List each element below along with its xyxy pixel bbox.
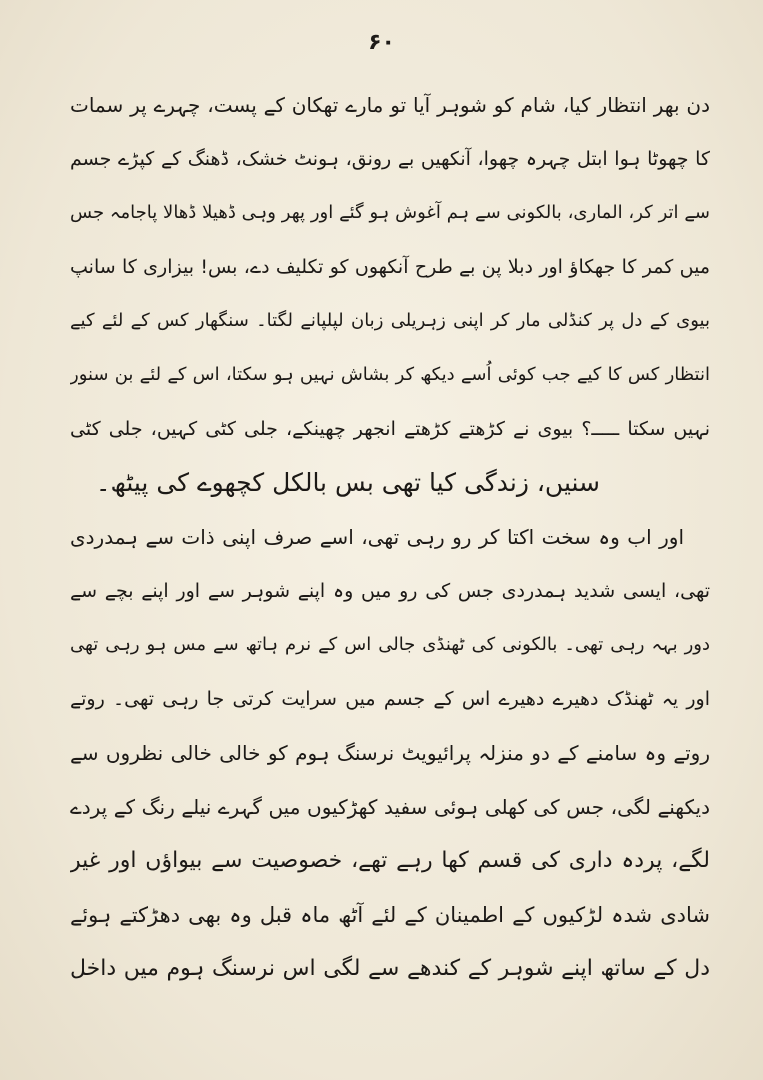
text-line: اور اب وہ سخت اکتا کر رو رہی تھی، اسے صرف اپنی ذات سے ہمدردی <box>70 525 684 549</box>
text-line: تھی، ایسی شدید ہمدردی جس کی رو میں وہ اپنے شوہر سے اور اپنے بچے سے <box>70 580 710 602</box>
text-line: دور بہہ رہی تھی۔ بالکونی کی ٹھنڈی جالی اس کے نرم ہاتھ سے مس ہو رہی تھی <box>70 634 710 655</box>
text-line: سنیں، زندگی کیا تھی بس بالکل کچھوے کی پیٹھ۔ <box>95 468 600 497</box>
text-line: دل کے ساتھ اپنے شوہر کے کندھے سے لگی اس نرسنگ ہوم میں داخل <box>70 956 710 981</box>
text-line: روتے وہ سامنے کے دو منزلہ پرائیویٹ نرسنگ ہوم کو خالی خالی نظروں سے <box>70 741 710 765</box>
text-line: نہیں سکتا ـــــ؟ بیوی نے کڑھتے کڑھتے انجھر چھینکے، جلی کٹی کہیں، جلی کٹی <box>70 418 710 440</box>
paragraph-1 <box>70 78 710 510</box>
page-number: ۶۰ <box>368 30 395 55</box>
paragraph-2 <box>70 510 710 996</box>
text-line: انتظار کس کا کیے جب کوئی اُسے دیکھ کر بشاش نہیں ہو سکتا، اس کے لئے بن سنور <box>70 364 710 385</box>
text-line: لگے، پردہ داری کی قسم کھا رہے تھے، خصوصیت سے بیواؤں اور غیر <box>70 848 710 873</box>
text-line: شادی شدہ لڑکیوں کے اطمینان کے لئے آٹھ ماہ قبل وہ بھی دھڑکتے ہوئے <box>70 903 710 927</box>
text-line: سے اتر کر، الماری، بالکونی سے ہم آغوش ہو گئے اور پھر وہی ڈھیلا ڈھالا پاجامہ جس <box>70 202 710 223</box>
body-text <box>70 78 710 996</box>
text-line: میں کمر کا جھکاؤ اور دبلا پن بے طرح آنکھوں کو تکلیف دے، بس! بیزاری کا سانپ <box>70 256 710 278</box>
text-line: دیکھنے لگی، جس کی کھلی ہوئی سفید کھڑکیوں میں گہرے نیلے رنگ کے پردے <box>70 795 710 819</box>
text-line: بیوی کے دل پر کنڈلی مار کر اپنی زہریلی زبان لپلپانے لگتا۔ سنگھار کس کے لئے کیے <box>70 310 710 331</box>
text-line: کا چھوٹا ہوا ابتل چہرہ چھوا، آنکھیں بے رونق، ہونٹ خشک، ڈھنگ کے کپڑے جسم <box>70 148 710 170</box>
text-line: اور یہ ٹھنڈک دھیرے دھیرے اس کے جسم میں سرایت کرتی جا رہی تھی۔ روتے <box>70 688 710 710</box>
text-line: دن بھر انتظار کیا، شام کو شوہر آیا تو مارے تھکان کے پست، چہرے پر سمات <box>70 93 710 117</box>
